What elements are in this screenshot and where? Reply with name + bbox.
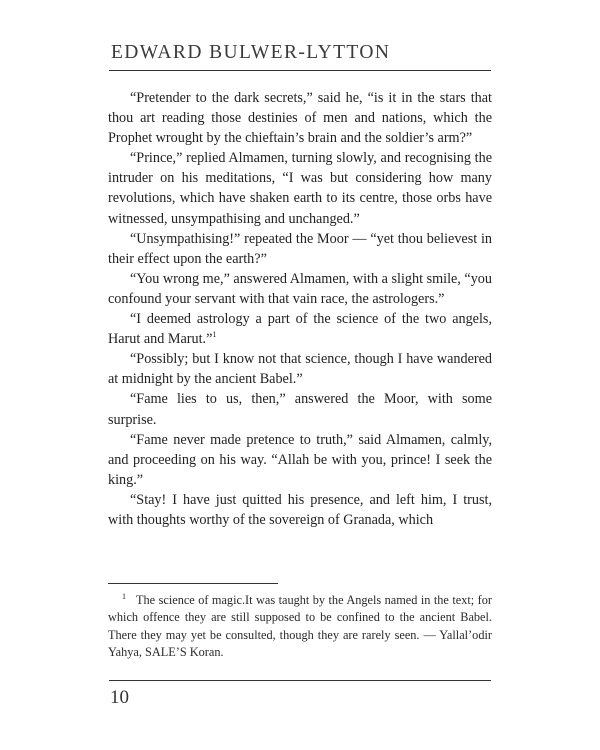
footnote [108,592,492,662]
body-text [108,88,492,530]
footnote-paragraph [108,592,492,662]
paragraph: “Prince,” replied Almamen, turning slowly, and recognising the intruder on his meditations, “I was but considering how many revolutions, which have shaken earth to its centre, those orbs have witnessed, unsympathising and unchanged.” [108,150,492,227]
paragraph: “Fame never made pretence to truth,” said Almamen, calmly, and proceeding on his way. “Allah be with you, prince! I seek the king.” [108,431,492,488]
paragraph: “Stay! I have just quitted his presence, and left him, I trust, with thoughts worthy of the sovereign of Granada, which [108,491,492,528]
paragraph: “Unsympathising!” repeated the Moor — “yet thou believest in their effect upon the earth?” [108,230,492,267]
paragraph-with-footnote-ref [108,309,492,349]
page-number: 10 [110,687,129,708]
paragraph: “You wrong me,” answered Almamen, with a slight smile, “you confound your servant with that vain race, the astrologers.” [108,270,492,307]
paragraph: “Fame lies to us, then,” answered the Moor, with some surprise. [108,391,492,428]
footnote-rule [108,583,278,584]
paragraph: “Possibly; but I know not that science, though I have wandered at midnight by the ancient Babel.” [108,351,492,388]
paragraph: “Pretender to the dark secrets,” said he, “is it in the stars that thou art reading those destinies of men and nations, which the Prophet wrought by the chieftain’s brain and the soldier’s arm?” [108,90,492,147]
paragraph-text: “I deemed astrology a part of the science of the two angels, Harut and Marut.” [108,311,492,348]
footnote-text: The science of magic.It was taught by the Angels named in the text; for which offence they are still supposed to be confined to the ancient Babel. There they may yet be consulted, though they are rarely seen. — Yallal’odir Yahya, SALE’S Koran. [108,593,492,660]
header-rule [109,70,491,71]
footer-rule [109,680,491,681]
running-head-title: EDWARD BULWER-LYTTON [111,42,391,63]
footnote-reference[interactable]: 1 [212,330,217,340]
footnote-number: 1 [122,592,126,601]
